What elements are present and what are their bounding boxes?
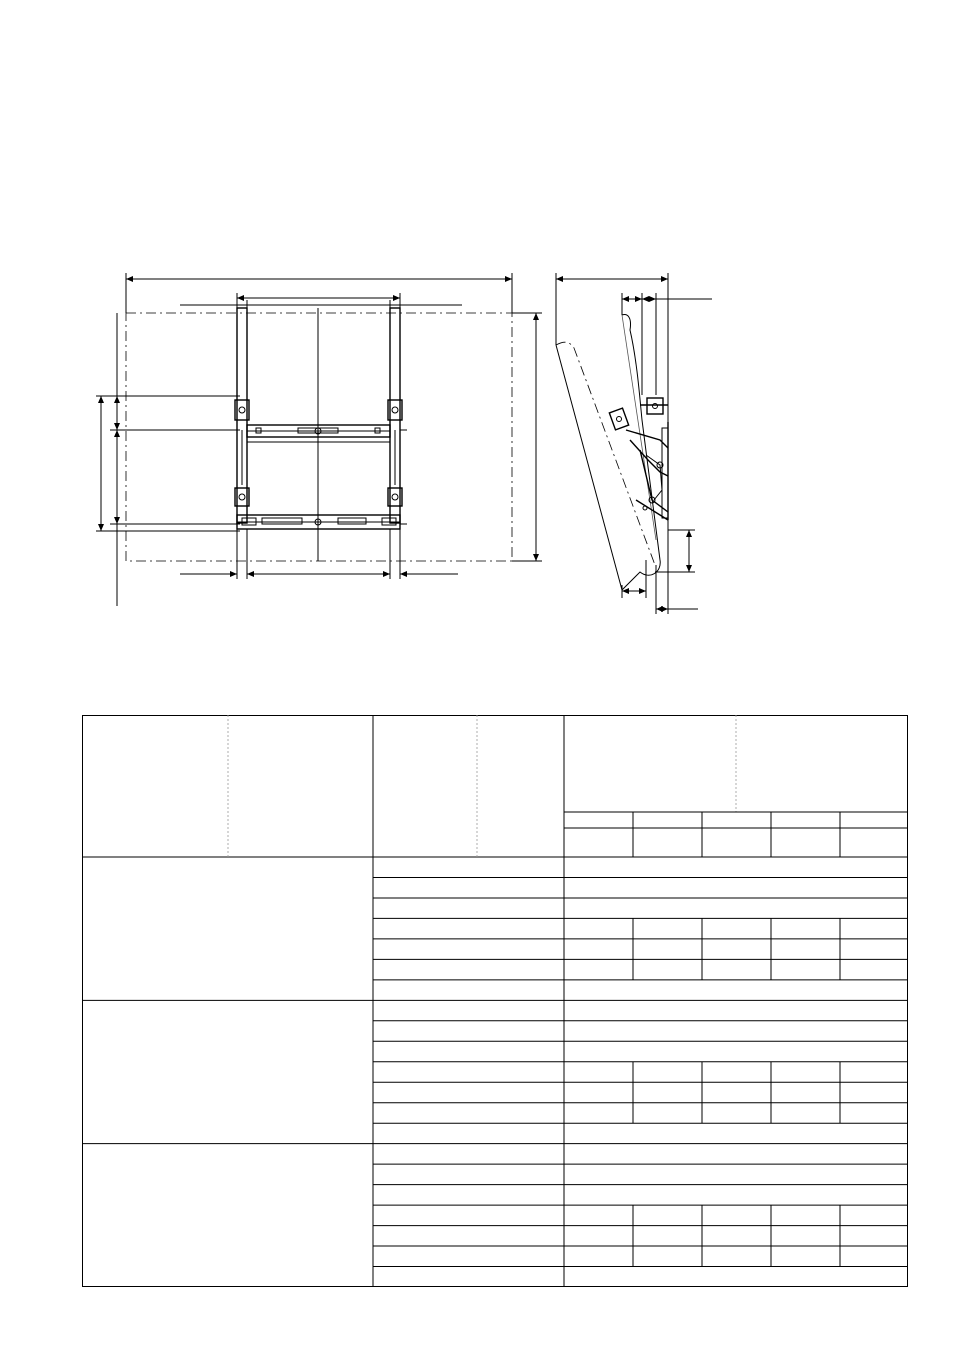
tilted-display bbox=[556, 315, 660, 590]
wall-offset-height-dimension bbox=[655, 530, 695, 572]
tilt-mechanism bbox=[609, 398, 668, 520]
specification-table bbox=[82, 715, 908, 1287]
table-header bbox=[82, 715, 908, 1287]
sub-depth-dimensions bbox=[622, 293, 712, 395]
table-body bbox=[82, 877, 908, 1266]
overall-width-dimension bbox=[126, 273, 512, 313]
table-border bbox=[83, 716, 908, 1287]
overall-height-dimension bbox=[512, 313, 542, 561]
right-vertical-arm bbox=[388, 308, 402, 523]
bracket-spacing-dimension bbox=[180, 293, 462, 313]
height-dimensions-left bbox=[96, 313, 407, 606]
side-view bbox=[556, 273, 712, 614]
arm-width-dimensions bbox=[180, 529, 458, 579]
left-vertical-arm bbox=[235, 308, 249, 523]
front-view bbox=[96, 273, 542, 606]
